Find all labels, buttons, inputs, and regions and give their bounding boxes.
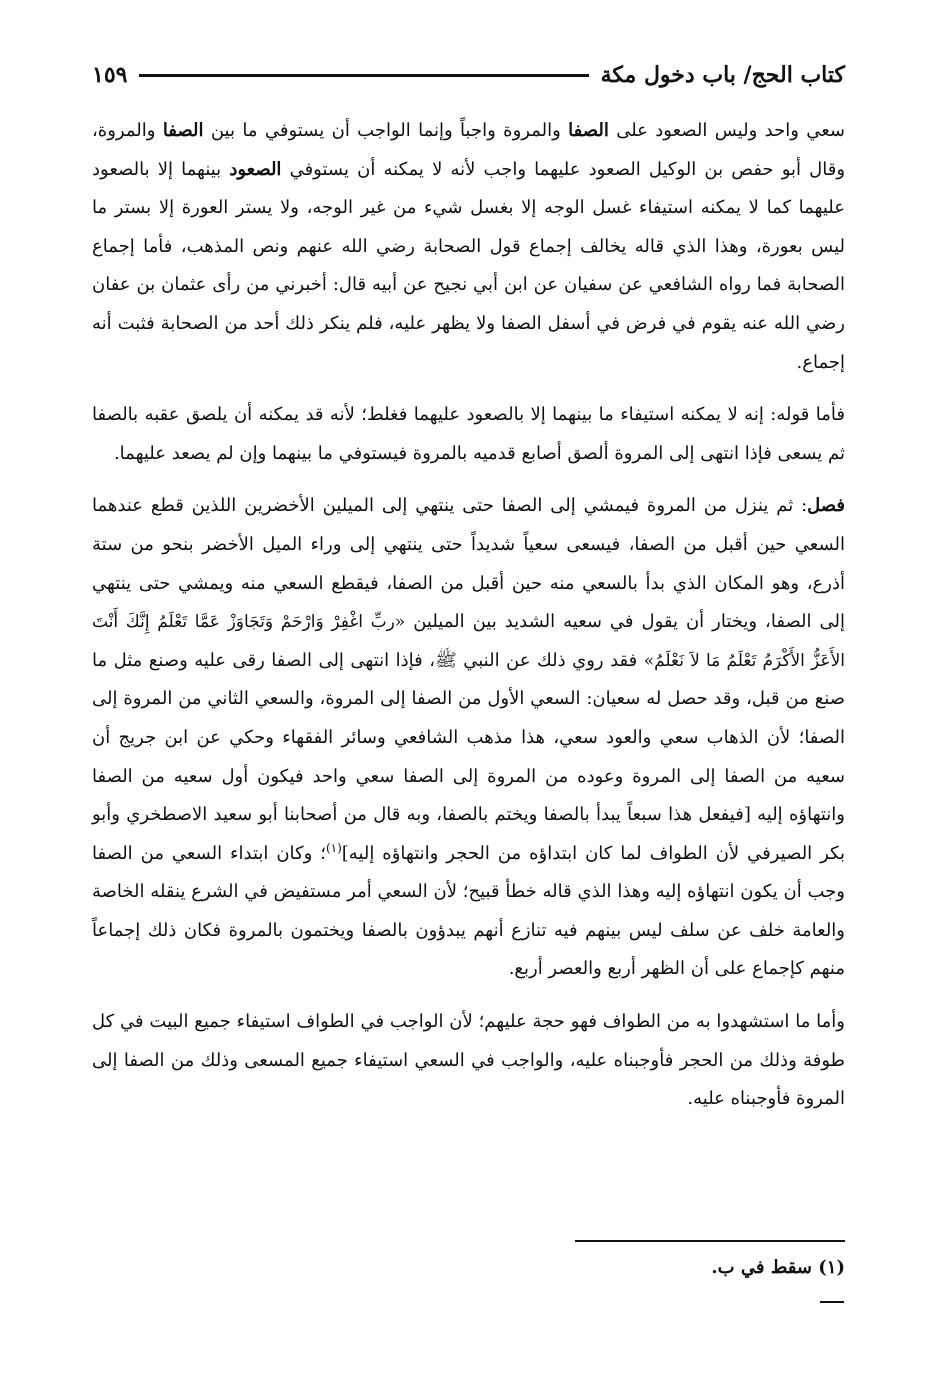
page-number: ١٥٩ [92,62,128,88]
paragraph-4: وأما ما استشهدوا به من الطواف فهو حجة عليهم؛ لأن الواجب في الطواف استيفاء جميع البيت في كل طوفة وذلك من الحجر فأوجبناه عليه، والواجب في السعي استيفاء جميع المسعى وذلك من الصفا إلى المروة فأوجبناه عليه. [92,1011,845,1110]
p1-text-4: بينهما إلا بالصعود عليهما كما لا يمكنه استيفاء غسل الوجه إلا بغسل شيء من غير الوجه، ولا يستر العورة إلا بستر ما ليس بعورة، وهذا الذي قاله يخالف إجماع قول الصحابة رضي الله عنهم ونص المذهب، فأما إجماع الصحابة فما رواه الشافعي عن سفيان عن ابن أبي نجيح عن أبيه قال: أخبرني من رأى عثمان بن عفان رضي الله عنه يقوم في فرض في أسفل الصفا ولا يظهر عليه، فلم ينكر ذلك أحد من الصحابة فثبت أنه إجماع. [92,158,845,373]
header-rule [139,74,588,77]
footnote-text: سقط في ب. [711,1257,812,1278]
p1-bold-1: الصفا [568,120,609,141]
footnote-1 [92,1257,845,1278]
page-header [92,50,845,100]
p1-text-1: سعي واحد وليس الصعود على [608,120,846,141]
p1-text-3: والمروة، وقال أبو حفص بن الوكيل الصعود عليهما واجب لأنه لا يمكنه أن يستوفي [92,120,846,180]
footnote-marker: (١) [818,1257,845,1278]
paragraph-2: فأما قوله: إنه لا يمكنه استيفاء ما بينهما إلا بالصعود عليهما فغلط؛ لأنه قد يمكنه أن يلصق عقبه بالصفا ثم يسعى فإذا انتهى إلى المروة ألصق أصابع قدميه بالمروة فيستوفي ما بينهما وإن لم يصعد عليهما. [92,404,845,464]
p1-bold-3: الصعود [229,158,282,180]
p3-text-3: ؛ وكان ابتداء السعي من الصفا وجب أن يكون انتهاؤه إليه وهذا الذي قاله خطأ قبيح؛ لأن السعي أمر مستفيض في الشرع ينقله الخاصة والعامة خلف عن سلف ليس بينهم فيه تنازع أنهم يبدؤون بالصفا ويختمون بالمروة فكان ذلك إجماعاً منهم كإجماع على أن الظهر أربع والعصر أربع. [92,842,845,980]
supplication-quote: «ربِّ اغْفِرْ وَارْحَمْ وَتَجَاوَزْ عَمَّا تَعْلَمُ إِنَّكَ أَنْتَ الأَعَزُّ الأَكْرَمُ تَعْلَمُ مَا لاَ نَعْلَمُ» [92,612,845,671]
paragraph-1 [92,112,845,382]
paragraph-3 [92,487,845,989]
p3-text-2: فقد روي ذلك عن النبي ﷺ، فإذا انتهى إلى الصفا رقى عليه وصنع مثل ما صنع من قبل، وقد حصل له سعيان: السعي الأول من الصفا إلى المروة، والسعي الثاني من المروة إلى الصفا؛ لأن الذهاب سعي والعود سعي، هذا مذهب الشافعي وسائر الفقهاء وحكي عن ابن جريج أن سعيه من الصفا إلى المروة وعوده من المروة إلى الصفا سعي واحد فيكون أول سعيه من الصفا وانتهاؤه إليه [فيفعل هذا سبعاً يبدأ بالصفا ويختم بالصفا، وبه قال من أصحابنا أبو سعيد الاصطخري وأبو بكر الصيرفي لأن الطواف لما كان ابتداؤه من الحجر وانتهاؤه إليه] [92,649,845,864]
p1-text-2: والمروة واجباً وإنما الواجب أن يستوفي ما بين [203,120,569,141]
footnote-rule [575,1240,845,1242]
body-text [92,112,845,1119]
running-head: كتاب الحج/ باب دخول مكة [600,62,845,88]
section-label: فصل [807,495,845,517]
p3-text-1: : ثم ينزل من المروة فيمشي إلى الصفا حتى ينتهي إلى الميلين الأخضرين اللذين قطع عندهما السعي حين أقبل من الصفا، فيسعى سعياً شديداً حتى ينتهي إلى وراء الميل الأخضر بنحو من ستة أذرع، وهو المكان الذي بدأ بالسعي منه حين أقبل من الصفا، فيقطع السعي منه ويمشي حتى ينتهي إلى الصفا، ويختار أن يقول في سعيه الشديد بين الميلين [92,495,846,633]
footnote-reference[interactable]: (١) [325,840,342,855]
footer-dash [820,1301,844,1303]
p1-bold-2: الصفا [162,120,204,141]
